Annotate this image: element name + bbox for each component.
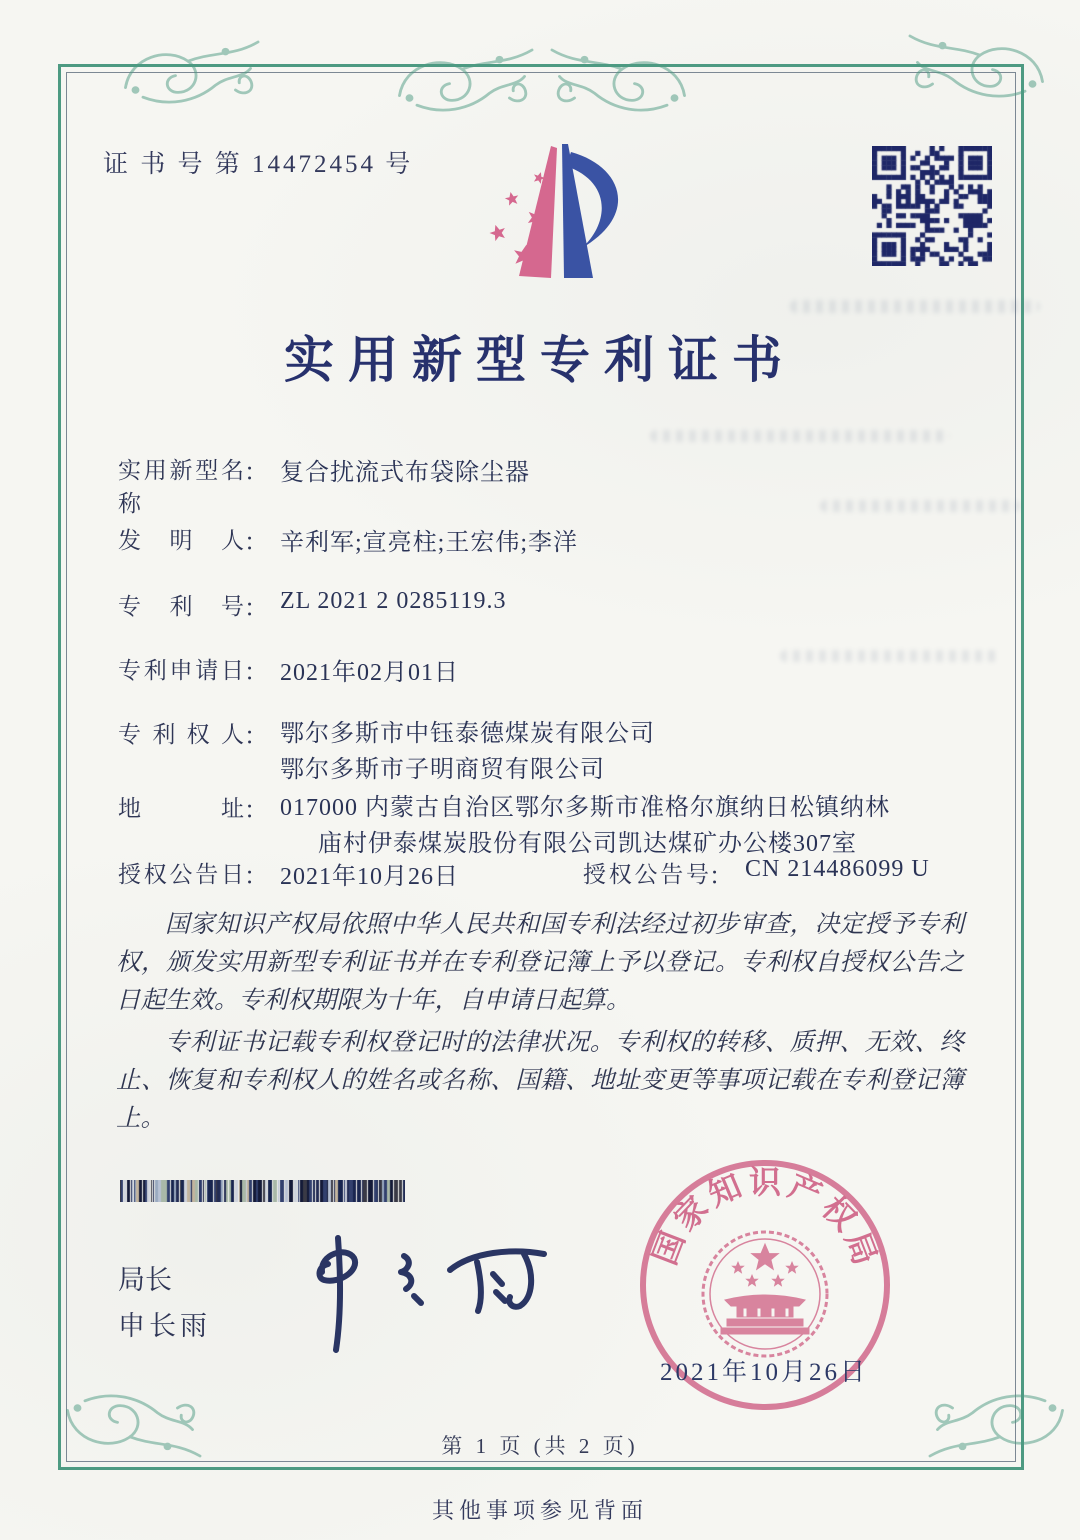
field-label: 专利号	[118, 594, 244, 619]
field-inventor: 发明人： 辛利军;宣亮柱;王宏伟;李洋	[118, 522, 978, 557]
legal-paragraph: 国家知识产权局依照中华人民共和国专利法经过初步审查，决定授予专利权，颁发实用新型专利证书并在专利登记簿上予以登记。专利权自授权公告之日起生效。专利权期限为十年，自申请日起算。	[116, 911, 964, 1014]
field-utility-model-name: 实用新型名称： 复合扰流式布袋除尘器	[118, 452, 978, 518]
svg-text:产: 产	[783, 1167, 828, 1214]
svg-text:权: 权	[815, 1189, 864, 1238]
field-filing-date: 专利申请日： 2021年02月01日	[118, 652, 978, 687]
legal-paragraph: 专利证书记载专利权登记时的法律状况。专利权的转移、质押、无效、终止、恢复和专利权人的姓名或名称、国籍、地址变更等事项记载在专利登记簿上。	[116, 1029, 964, 1132]
emblem-gate	[721, 1295, 809, 1334]
certificate-title: 实用新型专利证书	[284, 332, 796, 388]
field-label: 地址	[118, 796, 244, 821]
svg-text:家: 家	[666, 1189, 715, 1238]
svg-text:识: 识	[748, 1164, 782, 1200]
field-label: 专利权人	[118, 722, 244, 747]
field-label: 发明人	[118, 528, 244, 553]
svg-text:知: 知	[702, 1167, 747, 1214]
officer-title: 局长	[118, 1265, 172, 1295]
field-patent-number: 专利号： ZL 2021 2 0285119.3	[118, 588, 507, 622]
svg-text:局: 局	[838, 1226, 884, 1270]
field-address: 地址： 017000 内蒙古自治区鄂尔多斯市准格尔旗纳日松镇纳林 庙村伊泰煤炭股份有限公司凯达煤矿办公楼307室	[118, 790, 978, 862]
cnipa-patent-logo-icon	[452, 126, 642, 296]
barcode	[120, 1180, 405, 1202]
field-grant-date: 授权公告日： 2021年10月26日	[118, 862, 459, 890]
field-value: 辛利军;宣亮柱;王宏伟;李洋	[280, 530, 579, 556]
field-value: 2021年02月01日	[280, 660, 459, 686]
field-value: 鄂尔多斯市中钰泰德煤炭有限公司 鄂尔多斯市子明商贸有限公司	[280, 721, 655, 783]
logo-left-wedge	[519, 146, 557, 278]
qr-code	[872, 146, 992, 271]
page-number: 第 1 页 (共 2 页)	[441, 1434, 639, 1458]
field-label: 专利申请日	[118, 658, 244, 683]
emblem-stars	[732, 1245, 798, 1287]
field-value: 复合扰流式布袋除尘器	[280, 460, 530, 486]
field-grant-row	[118, 856, 978, 891]
field-value: 017000 内蒙古自治区鄂尔多斯市准格尔旗纳日松镇纳林 庙村伊泰煤炭股份有限公司凯达煤矿办公楼307室	[280, 795, 890, 857]
officer-name: 申长雨	[118, 1311, 211, 1341]
legal-body-text	[116, 906, 964, 1142]
field-value: ZL 2021 2 0285119.3	[280, 588, 507, 614]
seal-date: 2021年10月26日	[660, 1359, 869, 1386]
certificate-number: 证 书 号 第 14472454 号	[103, 151, 414, 178]
back-note: 其他事项参见背面	[431, 1498, 648, 1523]
handwritten-signature-icon	[262, 1210, 562, 1360]
field-patentee: 专利权人： 鄂尔多斯市中钰泰德煤炭有限公司 鄂尔多斯市子明商贸有限公司	[118, 716, 978, 788]
svg-text:国: 国	[646, 1226, 692, 1270]
field-grant-number: 授权公告号： CN 214486099 U	[583, 856, 930, 890]
field-label: 实用新型名称	[118, 458, 244, 516]
